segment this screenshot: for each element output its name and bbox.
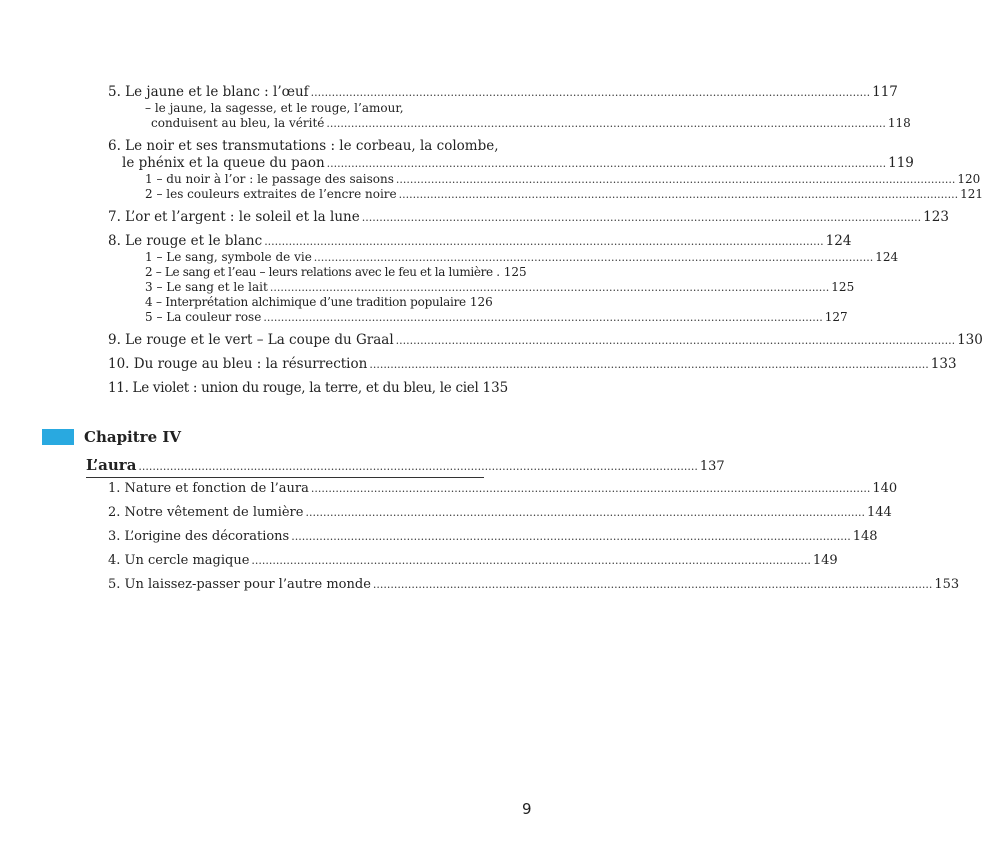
toc-entry-page: 124 <box>875 250 899 264</box>
toc-entry-title: 5 – La couleur rose <box>145 310 262 324</box>
toc-entry-11 <box>108 380 509 397</box>
toc-entry-title: 11. Le violet : union du rouge, la terre, et du bleu, le ciel <box>108 380 479 396</box>
dot-leader <box>311 481 870 497</box>
toc-subentry-5a-line1: – le jaune, la sagesse, et le rouge, l’amour, <box>145 101 404 115</box>
toc-entry-title: 1 – Le sang, symbole de vie <box>145 250 312 264</box>
dot-leader <box>314 250 873 265</box>
toc-entry-page: 123 <box>923 209 949 225</box>
dot-leader <box>326 116 885 131</box>
toc-entry-title: 5. Un laissez-passer pour l’autre monde <box>108 577 371 592</box>
toc-entry-title: L’aura <box>86 456 137 474</box>
toc-subentry-6-2 <box>108 187 983 202</box>
toc-entry-title: 3 – Le sang et le lait <box>145 280 268 294</box>
toc-entry-page: 120 <box>957 172 981 186</box>
chapter-heading <box>42 428 181 446</box>
toc-entry-title: le phénix et la queue du paon <box>122 155 325 171</box>
dot-leader <box>311 84 870 101</box>
toc-entry-10 <box>108 356 957 373</box>
chapter-title: Chapitre IV <box>84 428 182 446</box>
toc-entry-page: 137 <box>699 459 725 474</box>
toc-entry-7 <box>108 209 949 226</box>
toc-entry-page: 118 <box>887 116 911 130</box>
toc-entry-page: 127 <box>824 310 848 324</box>
toc-entry-page: 148 <box>852 529 878 544</box>
dot-leader <box>305 505 864 521</box>
toc-entry-page: 133 <box>930 356 957 372</box>
dot-leader <box>263 310 822 325</box>
dot-leader <box>396 172 955 187</box>
toc-section-chapter-4 <box>86 455 960 593</box>
toc-entry-aura-1 <box>86 481 898 497</box>
toc-entry-page: 140 <box>872 481 898 496</box>
toc-entry-title: 8. Le rouge et le blanc <box>108 233 263 249</box>
dot-leader <box>264 233 823 250</box>
toc-entry-title: 3. L’origine des décorations <box>108 529 290 544</box>
toc-entry-aura <box>86 455 725 478</box>
toc-entry-title: 1. Nature et fonction de l’aura <box>108 481 309 496</box>
toc-entry-aura-2 <box>86 505 892 521</box>
toc-entry-title: 1 – du noir à l’or : le passage des saisons <box>145 172 394 186</box>
dot-leader <box>291 529 850 545</box>
toc-entry-page: 124 <box>825 233 852 249</box>
toc-entry-title: 5. Le jaune et le blanc : l’œuf <box>108 84 309 100</box>
dot-leader <box>138 457 697 477</box>
toc-entry-page: 117 <box>872 84 898 100</box>
toc-entry-title: 2 – les couleurs extraites de l’encre noire <box>145 187 397 201</box>
toc-entry-title: 4 – Interprétation alchimique d’une tradition populaire <box>145 295 466 309</box>
dot-leader <box>369 356 928 373</box>
toc-entry-6-line1: 6. Le noir et ses transmutations : le corbeau, la colombe, <box>108 138 499 154</box>
dot-leader <box>396 332 955 349</box>
toc-subentry-8-3 <box>108 280 855 295</box>
toc-entry-aura-5 <box>86 577 960 593</box>
toc-entry-page: 149 <box>812 553 838 568</box>
dot-leader <box>399 187 958 202</box>
dot-leader <box>373 577 932 593</box>
toc-section-chapter-3 <box>108 84 983 397</box>
toc-entry-title: 2. Notre vêtement de lumière <box>108 505 304 520</box>
toc-subentry-6-1 <box>108 172 981 187</box>
toc-subentry-8-2 <box>108 265 527 280</box>
toc-entry-title: 9. Le rouge et le vert – La coupe du Graal <box>108 332 394 348</box>
toc-subentry-8-1 <box>108 250 899 265</box>
toc-entry-6 <box>108 155 914 172</box>
toc-subentry-8-5 <box>108 310 848 325</box>
toc-entry-5 <box>108 84 898 101</box>
toc-entry-8 <box>108 233 852 250</box>
toc-subentry-8-4 <box>108 295 493 310</box>
toc-entry-page: 135 <box>482 380 509 396</box>
dot-leader <box>270 280 829 295</box>
toc-entry-title: 2 – Le sang et l’eau – leurs relations avec le feu et la lumière . <box>145 265 500 279</box>
toc-entry-page: 119 <box>888 155 914 171</box>
dot-leader <box>362 209 921 226</box>
dot-leader <box>251 553 810 569</box>
dot-leader <box>327 155 886 172</box>
toc-entry-title: 4. Un cercle magique <box>108 553 250 568</box>
toc-entry-page: 144 <box>866 505 892 520</box>
toc-entry-title: conduisent au bleu, la vérité <box>151 116 325 130</box>
toc-entry-page: 153 <box>934 577 960 592</box>
toc-entry-page: 121 <box>960 187 983 201</box>
toc-entry-page: 126 <box>469 295 493 309</box>
toc-subentry-5a <box>108 116 911 131</box>
chapter-accent-bar <box>42 429 74 445</box>
page-number: 9 <box>522 800 532 818</box>
toc-entry-title: 7. L’or et l’argent : le soleil et la lune <box>108 209 360 225</box>
toc-entry-page: 125 <box>831 280 855 294</box>
toc-entry-9 <box>108 332 983 349</box>
toc-entry-aura-3 <box>86 529 878 545</box>
toc-entry-page: 125 <box>503 265 527 279</box>
toc-entry-aura-4 <box>86 553 838 569</box>
toc-entry-page: 130 <box>957 332 983 348</box>
toc-entry-title: 10. Du rouge au bleu : la résurrection <box>108 356 368 372</box>
